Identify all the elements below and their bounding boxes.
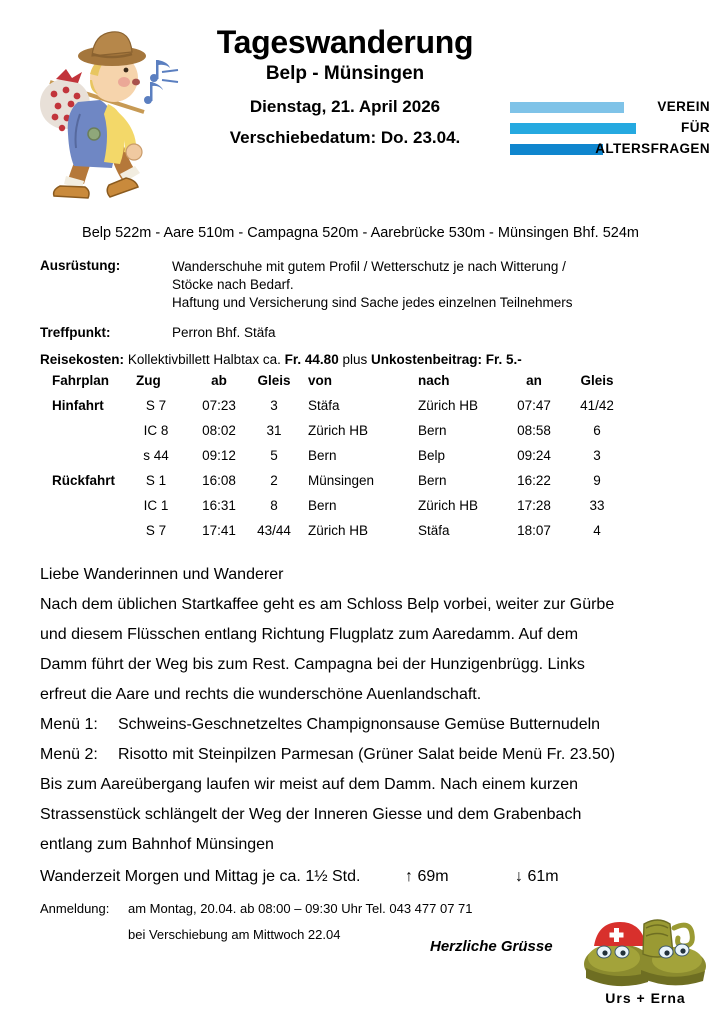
cell-nach: Zürich HB	[418, 398, 479, 413]
cell-gleis-departure: 2	[270, 473, 278, 488]
page-subtitle: Belp - Münsingen	[265, 62, 425, 84]
travel-costs-ticket: Kollektivbillett Halbtax ca.	[127, 351, 281, 367]
cell-von: Stäfa	[308, 398, 340, 413]
cell-ab: 08:02	[202, 423, 236, 438]
cell-gleis-arrival: 6	[593, 423, 601, 438]
cell-an: 07:47	[517, 398, 551, 413]
description-line-2: und diesem Flüsschen entlang Richtung Flugplatz zum Aaredamm. Auf dem	[40, 626, 579, 643]
cell-ab: 09:12	[202, 448, 236, 463]
cell-an: 09:24	[517, 448, 551, 463]
document-header	[0, 0, 721, 210]
table-row	[40, 393, 640, 418]
cell-zug: s 44	[143, 448, 169, 463]
column-header-an: an	[526, 373, 542, 388]
logo-bar-light-icon	[510, 102, 624, 113]
logo-bar-medium-icon	[510, 123, 636, 134]
description-body	[40, 560, 695, 892]
cell-an: 17:28	[517, 498, 551, 513]
equipment-line-2: Stöcke nach Bedarf.	[172, 276, 294, 292]
cell-gleis-arrival: 33	[589, 498, 605, 513]
menu-option-2	[40, 740, 695, 770]
cell-nach: Stäfa	[418, 523, 450, 538]
description-line-6: Strassenstück schlängelt der Weg der Inneren Giesse und dem Grabenbach	[40, 806, 582, 823]
timetable	[40, 368, 640, 543]
table-row	[40, 418, 640, 443]
cell-gleis-departure: 3	[270, 398, 278, 413]
cell-von: Bern	[308, 498, 337, 513]
registration-row-1	[40, 896, 600, 922]
cell-von: Münsingen	[308, 473, 375, 488]
description-line-7: entlang zum Bahnhof Münsingen	[40, 836, 274, 853]
logo-row-2	[510, 121, 710, 139]
column-header-nach: nach	[418, 373, 450, 388]
description-line-4: erfreut die Aare und rechts die wunderschöne Auenlandschaft.	[40, 686, 482, 703]
registration-line-2: bei Verschiebung am Mittwoch 22.04	[128, 927, 341, 942]
column-header-fahrplan: Fahrplan	[52, 373, 110, 388]
cell-von: Zürich HB	[308, 523, 369, 538]
menu-1-text: Schweins-Geschnetzeltes Champignonsause Gemüse Butternudeln	[118, 716, 601, 733]
meeting-point-row	[40, 325, 690, 340]
registration-label-spacer	[40, 922, 128, 948]
table-row	[40, 493, 640, 518]
cell-gleis-departure: 8	[270, 498, 278, 513]
cell-gleis-departure: 31	[266, 423, 282, 438]
cell-nach: Bern	[418, 473, 447, 488]
cell-an: 16:22	[517, 473, 551, 488]
hiking-time-row	[40, 862, 695, 892]
cell-von: Zürich HB	[308, 423, 369, 438]
cell-gleis-departure: 43/44	[257, 523, 291, 538]
logo-row-1	[510, 100, 710, 118]
travel-costs-label: Reisekosten:	[40, 351, 125, 367]
cell-gleis-arrival: 9	[593, 473, 601, 488]
table-row	[40, 468, 640, 493]
menu-option-1	[40, 710, 695, 740]
description-line-3: Damm führt der Weg bis zum Rest. Campagna bei der Hunzigenbrügg. Links	[40, 656, 585, 673]
cell-an: 08:58	[517, 423, 551, 438]
event-date: Dienstag, 21. April 2026	[249, 97, 441, 117]
cell-nach: Zürich HB	[418, 498, 479, 513]
cell-zug: S 7	[145, 398, 167, 413]
title-block	[185, 26, 505, 148]
signature-names: Urs + Erna	[605, 990, 686, 1006]
equipment-line-3: Haftung und Versicherung sind Sache jedes einzelnen Teilnehmers	[172, 294, 573, 310]
meeting-point-label: Treffpunkt:	[40, 324, 111, 340]
hiker-illustration	[22, 16, 182, 202]
column-header-gleis-departure: Gleis	[257, 373, 291, 388]
timetable-header-row	[40, 368, 640, 393]
description-line-5: Bis zum Aareübergang laufen wir meist auf dem Damm. Nach einem kurzen	[40, 776, 579, 793]
boots-mascot-illustration	[578, 902, 713, 1012]
travel-costs-fare: Fr. 44.80	[284, 351, 339, 367]
travel-costs-row	[40, 352, 690, 367]
page-title: Tageswanderung	[216, 24, 474, 60]
cell-nach: Bern	[418, 423, 447, 438]
ascent-value: ↑ 69m	[405, 868, 449, 885]
route-overview: Belp 522m - Aare 510m - Campagna 520m - Aarebrücke 530m - Münsingen Bhf. 524m	[82, 225, 639, 241]
logo-row-3	[510, 142, 710, 160]
description-line-1: Nach dem üblichen Startkaffee geht es am Schloss Belp vorbei, weiter zur Gürbe	[40, 596, 615, 613]
menu-2-text: Risotto mit Steinpilzen Parmesan (Grüner Salat beide Menü Fr. 23.50)	[118, 746, 616, 763]
cell-gleis-arrival: 3	[593, 448, 601, 463]
cell-von: Bern	[308, 448, 337, 463]
equipment-value	[172, 258, 690, 312]
cell-gleis-departure: 5	[270, 448, 278, 463]
cell-an: 18:07	[517, 523, 551, 538]
travel-costs-contribution: Unkostenbeitrag: Fr. 5.-	[371, 351, 522, 367]
cell-ab: 17:41	[202, 523, 236, 538]
column-header-ab: ab	[211, 373, 227, 388]
menu-2-label: Menü 2:	[40, 746, 98, 763]
equipment-line-1: Wanderschuhe mit gutem Profil / Wetterschutz je nach Witterung /	[172, 259, 566, 274]
organisation-logo	[510, 100, 710, 162]
menu-1-label: Menü 1:	[40, 716, 98, 733]
cell-ab: 16:31	[202, 498, 236, 513]
cell-ab: 07:23	[202, 398, 236, 413]
table-row	[40, 518, 640, 543]
cell-zug: S 7	[145, 523, 167, 538]
cell-nach: Belp	[418, 448, 446, 463]
cell-gleis-arrival: 41/42	[580, 398, 614, 413]
logo-bar-dark-icon	[510, 144, 603, 155]
cell-fahrplan: Hinfahrt	[52, 398, 104, 413]
hiking-time-text: Wanderzeit Morgen und Mittag je ca. 1½ Std.	[40, 868, 361, 885]
column-header-gleis-arrival: Gleis	[580, 373, 614, 388]
info-block	[40, 258, 690, 367]
travel-costs-plus: plus	[342, 351, 368, 367]
registration-line-1: am Montag, 20.04. ab 08:00 – 09:30 Uhr Tel. 043 477 07 71	[128, 901, 473, 916]
meeting-point-value: Perron Bhf. Stäfa	[172, 324, 276, 340]
logo-text-fuer: FÜR	[681, 120, 710, 135]
registration-label: Anmeldung:	[40, 901, 110, 916]
equipment-label: Ausrüstung:	[40, 258, 121, 273]
logo-text-altersfragen: ALTERSFRAGEN	[595, 141, 710, 156]
closing-greeting: Herzliche Grüsse	[430, 938, 553, 955]
cell-zug: S 1	[145, 473, 167, 488]
column-header-von: von	[308, 373, 333, 388]
equipment-row	[40, 258, 690, 312]
alternate-date: Verschiebedatum: Do. 23.04.	[229, 128, 461, 148]
cell-ab: 16:08	[202, 473, 236, 488]
cell-zug: IC 1	[143, 498, 169, 513]
cell-gleis-arrival: 4	[593, 523, 601, 538]
greeting-line: Liebe Wanderinnen und Wanderer	[40, 566, 284, 583]
column-header-zug: Zug	[136, 373, 161, 388]
logo-text-verein: VEREIN	[657, 99, 710, 114]
descent-value: ↓ 61m	[515, 868, 559, 885]
table-row	[40, 443, 640, 468]
cell-zug: IC 8	[143, 423, 169, 438]
cell-fahrplan: Rückfahrt	[52, 473, 116, 488]
